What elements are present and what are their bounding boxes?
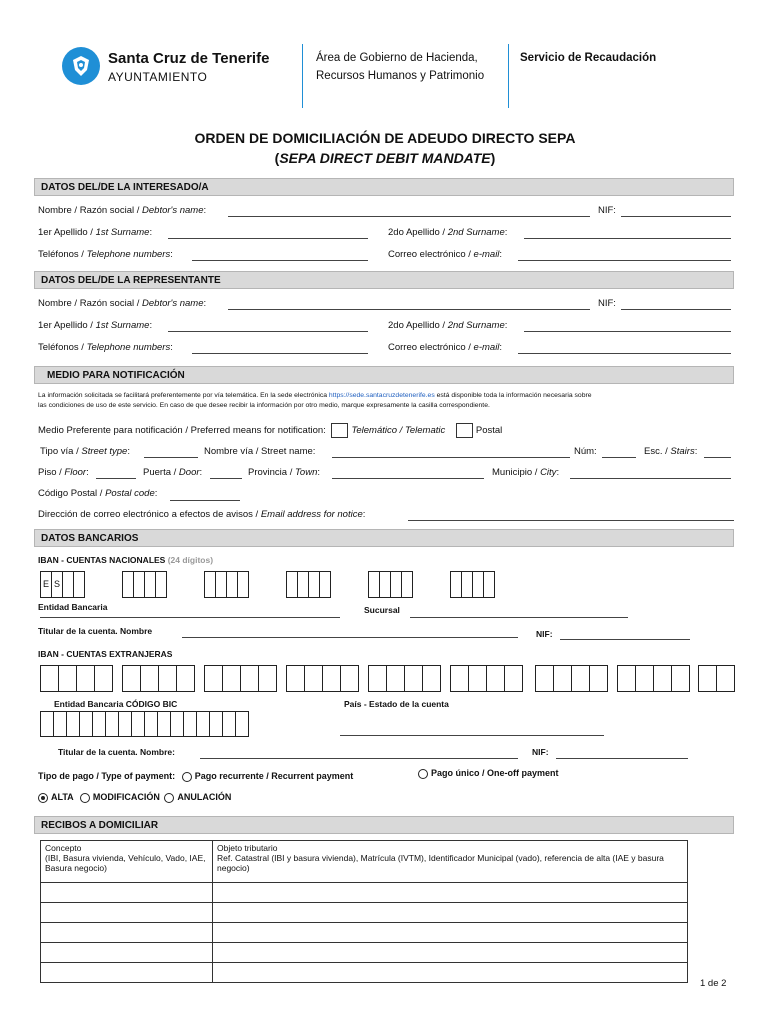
iban-ext-group-2[interactable] [122, 665, 194, 692]
email-notice-label: Dirección de correo electrónico a efectos de avisos / Email address for notice: [38, 509, 366, 520]
rep-nif-label: NIF: [598, 298, 616, 309]
alta-option [38, 792, 231, 803]
iban-group-6[interactable] [450, 571, 494, 598]
telematico-checkbox[interactable] [331, 423, 348, 438]
titular-label: Titular de la cuenta. Nombre [38, 626, 153, 636]
puerta-field[interactable] [210, 478, 242, 479]
iban-group-4[interactable] [286, 571, 330, 598]
recurrente-label: Pago recurrente / Recurrent payment [194, 771, 354, 781]
int-surname1-field[interactable] [168, 238, 368, 239]
header-divider-2 [508, 44, 509, 108]
iban-nacional-label: IBAN - CUENTAS NACIONALES (24 dígitos) [38, 555, 214, 565]
entidad-field[interactable] [40, 617, 340, 618]
nif2-field[interactable] [556, 758, 688, 759]
int-surname2-label: 2do Apellido / 2nd Surname: [388, 227, 508, 238]
rep-nif-field[interactable] [621, 309, 731, 310]
postal-checkbox[interactable] [456, 423, 473, 438]
iban-cell-country-2: S [51, 571, 63, 598]
puerta-label: Puerta / Door: [143, 467, 203, 478]
section-recibos: RECIBOS A DOMICILIAR [34, 816, 734, 834]
sede-link[interactable]: https://sede.santacruzdetenerife.es [328, 392, 435, 399]
entidad-label: Entidad Bancaria [38, 602, 108, 612]
piso-label: Piso / Floor: [38, 467, 89, 478]
title-open: ( [274, 150, 280, 166]
anulacion-label: ANULACIÓN [177, 792, 232, 802]
municipio-field[interactable] [570, 478, 731, 479]
notif-info-1: La información solicitada se facilitará preferentemente por vía telemática. En la sede electrónica https://sede.santacruzdetenerife.es está disponible toda la información necesaria sobre [38, 392, 592, 399]
esc-label: Esc. / Stairs: [644, 446, 698, 457]
num-field[interactable] [602, 457, 636, 458]
int-phones-field[interactable] [192, 260, 368, 261]
titular-field[interactable] [182, 637, 518, 638]
rep-name-field[interactable] [228, 309, 590, 310]
rep-name-label: Nombre / Razón social / Debtor's name: [38, 298, 207, 309]
iban-group-5[interactable] [368, 571, 412, 598]
iban-group-2[interactable] [122, 571, 166, 598]
rep-phones-label: Teléfonos / Telephone numbers: [38, 342, 173, 353]
bic-boxes[interactable] [40, 711, 248, 737]
tipo-via-label: Tipo vía / Street type: [40, 446, 130, 457]
int-nif-label: NIF: [598, 205, 616, 216]
iban-ext-group-8[interactable] [617, 665, 689, 692]
header-divider [302, 44, 303, 108]
titular2-field[interactable] [200, 758, 518, 759]
iban-ext-group-6[interactable] [450, 665, 522, 692]
table-row[interactable] [41, 943, 688, 963]
section-interesado: DATOS DEL/DE LA INTERESADO/A [34, 178, 734, 196]
provincia-field[interactable] [332, 478, 484, 479]
int-surname2-field[interactable] [524, 238, 731, 239]
alta-radio[interactable] [38, 793, 48, 803]
col-concepto: Concepto (IBI, Basura vivienda, Vehículo, Vado, IAE, Basura negocio) [41, 841, 213, 883]
alta-label: ALTA [51, 792, 74, 802]
tipo-via-field[interactable] [144, 457, 198, 458]
iban-ext-group-1[interactable] [40, 665, 112, 692]
pais-label: País - Estado de la cuenta [344, 699, 449, 709]
anulacion-radio[interactable] [164, 793, 174, 803]
rep-email-field[interactable] [518, 353, 731, 354]
modificacion-label: MODIFICACIÓN [92, 792, 160, 802]
org-sub: AYUNTAMIENTO [108, 70, 208, 84]
nombre-via-label: Nombre vía / Street name: [204, 446, 316, 457]
recurrente-radio[interactable] [182, 772, 192, 782]
iban-extranjera-label: IBAN - CUENTAS EXTRANJERAS [38, 649, 173, 659]
iban-ext-group-7[interactable] [535, 665, 607, 692]
rep-surname2-field[interactable] [524, 331, 731, 332]
service-name: Servicio de Recaudación [520, 52, 657, 64]
sucursal-field[interactable] [410, 617, 628, 618]
telematico-label: Telemático / Telematic [351, 425, 446, 437]
sucursal-label: Sucursal [364, 605, 400, 615]
iban-ext-group-9[interactable] [698, 665, 734, 692]
table-row[interactable] [41, 903, 688, 923]
rep-email-label: Correo electrónico / e-mail: [388, 342, 503, 353]
nif-field[interactable] [560, 639, 690, 640]
int-phones-label: Teléfonos / Telephone numbers: [38, 249, 173, 260]
unico-option [418, 768, 559, 779]
org-name: Santa Cruz de Tenerife [108, 50, 270, 67]
cp-label: Código Postal / Postal code: [38, 488, 158, 499]
int-email-label: Correo electrónico / e-mail: [388, 249, 503, 260]
iban-ext-group-5[interactable] [368, 665, 440, 692]
table-row[interactable] [41, 883, 688, 903]
section-representante: DATOS DEL/DE LA REPRESENTANTE [34, 271, 734, 289]
bic-label: Entidad Bancaria CÓDIGO BIC [54, 699, 178, 709]
piso-field[interactable] [96, 478, 136, 479]
cp-field[interactable] [170, 500, 240, 501]
int-name-label: Nombre / Razón social / Debtor's name: [38, 205, 207, 216]
rep-phones-field[interactable] [192, 353, 368, 354]
municipio-label: Municipio / City: [492, 467, 560, 478]
int-email-field[interactable] [518, 260, 731, 261]
iban-ext-group-3[interactable] [204, 665, 276, 692]
iban-ext-group-4[interactable] [286, 665, 358, 692]
table-row[interactable] [41, 923, 688, 943]
area-line2: Recursos Humanos y Patrimonio [316, 70, 485, 82]
esc-field[interactable] [704, 457, 731, 458]
iban-group-1[interactable] [40, 571, 84, 598]
provincia-label: Provincia / Town: [248, 467, 320, 478]
section-bancarios: DATOS BANCARIOS [34, 529, 734, 547]
logo-icon [61, 46, 101, 86]
title-line1: ORDEN DE DOMICILIACIÓN DE ADEUDO DIRECTO SEPA [194, 130, 576, 146]
recibos-table [40, 840, 688, 983]
title-close: ) [490, 150, 496, 166]
email-notice-field[interactable] [408, 520, 734, 521]
area-line1: Área de Gobierno de Hacienda, [316, 52, 478, 64]
unico-radio[interactable] [418, 769, 428, 779]
title-italic: SEPA DIRECT DEBIT MANDATE [279, 150, 491, 166]
int-nif-field[interactable] [621, 216, 731, 217]
notif-info-2: las condiciones de uso de este servicio. En caso de que desee recibir la información por otro medio, marque expresamente la casilla correspondiente. [38, 402, 490, 409]
nombre-via-field[interactable] [332, 457, 570, 458]
rep-surname1-field[interactable] [168, 331, 368, 332]
rep-surname1-label: 1er Apellido / 1st Surname: [38, 320, 153, 331]
col-objeto: Objeto tributario Ref. Catastral (IBI y basura vivienda), Matrícula (IVTM), Identificador Municipal (vado), referencia de alta (IAE y basura negocio) [213, 841, 688, 883]
nif2-label: NIF: [532, 747, 549, 757]
postal-label: Postal [475, 425, 503, 437]
unico-label: Pago único / One-off payment [431, 768, 559, 778]
modificacion-radio[interactable] [80, 793, 90, 803]
iban-group-3[interactable] [204, 571, 248, 598]
int-name-field[interactable] [228, 216, 590, 217]
section-notificacion: MEDIO PARA NOTIFICACIÓN [34, 366, 734, 384]
rep-surname2-label: 2do Apellido / 2nd Surname: [388, 320, 508, 331]
int-surname1-label: 1er Apellido / 1st Surname: [38, 227, 153, 238]
page-title [0, 130, 770, 146]
table-row[interactable] [41, 963, 688, 983]
num-label: Núm: [574, 446, 597, 457]
tipo-pago-label: Tipo de pago / Type of payment: Pago recurrente / Recurrent payment [38, 771, 354, 781]
pais-field[interactable] [340, 735, 604, 736]
nif-label: NIF: [536, 629, 553, 639]
iban-cell-country-1: E [40, 571, 52, 598]
page-subtitle [0, 150, 770, 166]
titular2-label: Titular de la cuenta. Nombre: [58, 747, 175, 757]
page-number: 1 de 2 [700, 978, 727, 989]
preferred-label: Medio Preferente para notificación / Preferred means for notification: Telemático / Telematic Postal [38, 423, 502, 438]
